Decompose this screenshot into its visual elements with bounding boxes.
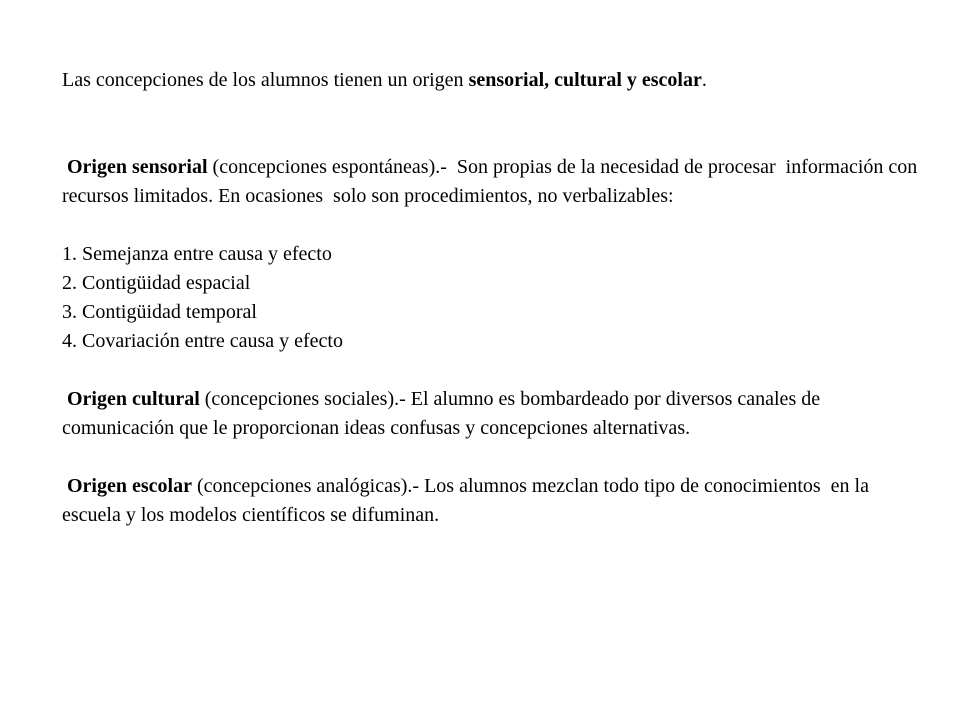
escolar-description: (concepciones analógicas).- Los alumnos mezclan todo tipo de conocimientos en la escuela y los modelos científicos se difuminan.	[62, 475, 874, 526]
cultural-description: (concepciones sociales).- El alumno es bombardeado por diversos canales de comunicación que le proporcionan ideas confusas y concepciones alternativas.	[62, 388, 826, 439]
spacer	[62, 211, 922, 240]
list-item: 1. Semejanza entre causa y efecto	[62, 243, 332, 265]
sensorial-title: Origen sensorial	[67, 156, 208, 178]
list-item: 3. Contigüidad temporal	[62, 301, 257, 323]
intro-period: .	[701, 69, 707, 91]
sensorial-list	[62, 240, 922, 356]
spacer	[62, 443, 922, 472]
sensorial-description: (concepciones espontáneas).- Son propias de la necesidad de procesar información con recursos limitados. En ocasiones solo son procedimientos, no verbalizables:	[62, 156, 923, 207]
cultural-paragraph	[62, 385, 922, 443]
escolar-title: Origen escolar	[67, 475, 192, 497]
cultural-title: Origen cultural	[67, 388, 200, 410]
spacer	[62, 95, 922, 153]
intro-bold-origins: sensorial, cultural y escolar	[468, 69, 702, 91]
escolar-paragraph	[62, 472, 922, 530]
slide-content	[62, 66, 922, 530]
list-item: 4. Covariación entre causa y efecto	[62, 330, 343, 352]
list-item: 2. Contigüidad espacial	[62, 272, 251, 294]
sensorial-paragraph	[62, 153, 922, 211]
intro-text: Las concepciones de los alumnos tienen un origen	[62, 69, 469, 91]
intro-paragraph	[62, 66, 922, 95]
spacer	[62, 356, 922, 385]
